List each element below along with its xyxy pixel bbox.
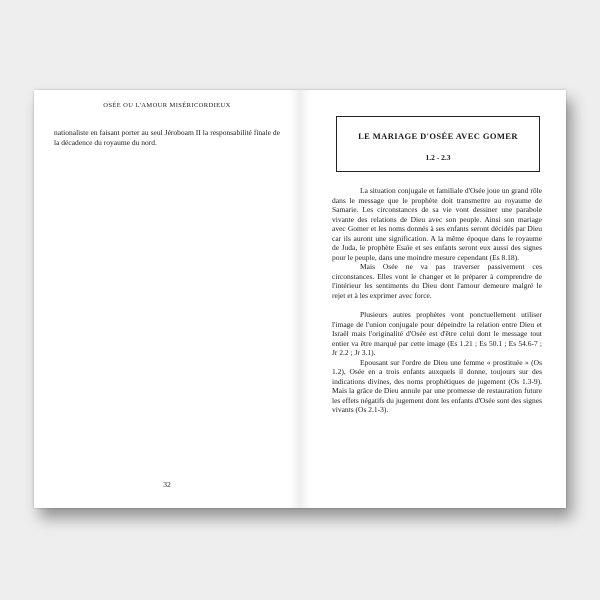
paragraph-4: Epousant sur l'ordre de Dieu une femme « prostituée » (Os 1.2), Osée en a trois enfants auxquels il donne, toujours sur des indications divines, des noms prophétiques de jugement (Os 1.3-9). Mais la grâce de Dieu annule par une promesse de restauration future les effets négatifs du jugement dont les enfants d'Osée sont des signes vivants (Os 2.1-3). bbox=[332, 357, 542, 414]
chapter-title: LE MARIAGE D'OSÉE AVEC GOMER bbox=[358, 131, 518, 141]
left-paragraph: nationaliste en faisant porter au seul Jéroboam II la responsabilité finale de la décadence du royaume du nord. bbox=[54, 128, 280, 147]
running-head: OSÉE OU L'AMOUR MISÉRICORDIEUX bbox=[103, 102, 231, 109]
paragraph-3: Plusieurs autres prophètes vont ponctuellement utiliser l'image de l'union conjugale pour dépeindre la relation entre Dieu et Israël mais l'originalité d'Osée est d'être celui dont le message tout entier va être marqué par cette image (Es 1.21 ; Es 50.1 ; Es 54.6-7 ; Jr 2.2 ; Jr 3.1). bbox=[332, 310, 542, 357]
left-page-text bbox=[54, 128, 280, 147]
right-page-text bbox=[332, 186, 542, 415]
chapter-reference: 1.2 - 2.3 bbox=[425, 153, 451, 162]
open-book bbox=[34, 90, 566, 508]
left-page bbox=[34, 90, 301, 508]
chapter-title-box bbox=[336, 116, 540, 172]
page-number: 32 bbox=[163, 480, 171, 489]
paragraph-1: La situation conjugale et familiale d'Osée joue un grand rôle dans le message que le prophète doit transmettre au royaume de Samarie. Les circonstances de sa vie vont dessiner une parabole vivante des relations de Dieu avec son peuple. Ainsi son mariage avec Gomer et les noms donnés à ses enfants seront décidés par Dieu car ils auront une signification. A la même époque dans le royaume de Juda, le prophète Esaïe et ses enfants seront eux aussi des signes pour le peuple, dans une moindre mesure cependant (Es 8.18). bbox=[332, 186, 542, 262]
right-page bbox=[300, 90, 566, 508]
paragraph-2: Mais Osée ne va pas traverser passivement ces circonstances. Elles vont le changer et le préparer à comprendre de l'intérieur les sentiments du Dieu dont l'amour demeure malgré le rejet et à les exprimer avec force. bbox=[332, 262, 542, 300]
